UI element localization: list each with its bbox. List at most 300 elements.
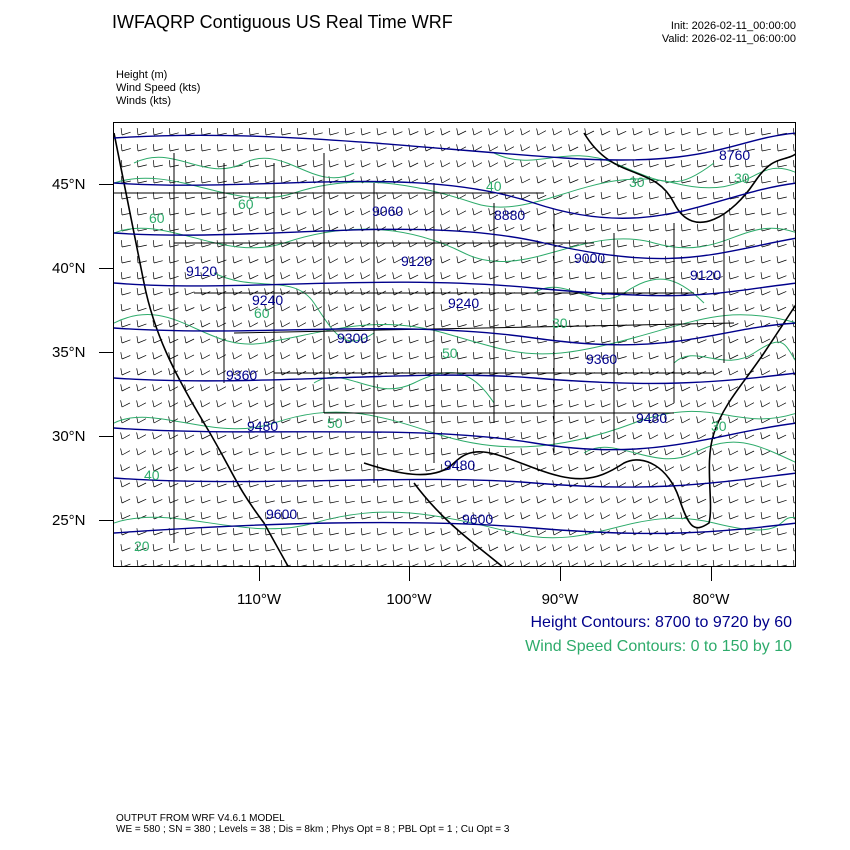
height-contour-label: 8760 — [719, 147, 751, 163]
wind-barb — [649, 320, 659, 327]
wind-barb — [777, 272, 787, 279]
wind-barb — [249, 464, 258, 471]
height-contour-label: 9120 — [690, 267, 722, 283]
wind-barb — [681, 544, 691, 551]
wind-barb — [393, 464, 402, 471]
wind-barb — [521, 400, 530, 407]
wind-barb — [393, 480, 402, 487]
wind-barb — [185, 416, 194, 423]
wind-barb — [233, 512, 242, 519]
wind-barb — [761, 288, 770, 295]
wind-barb — [729, 464, 738, 471]
wind-barb — [697, 432, 706, 439]
wind-barb — [249, 448, 258, 455]
wind-barb — [521, 160, 530, 167]
wind-barb — [505, 432, 515, 439]
wind-barb — [569, 544, 578, 551]
wind-barb — [121, 544, 130, 551]
wind-barb — [697, 160, 706, 167]
wind-barb — [681, 400, 690, 407]
wind-barb — [729, 544, 739, 551]
wind-barb — [761, 224, 771, 231]
wind-barb — [505, 512, 515, 519]
wind-barb — [345, 352, 355, 359]
wind-barb — [713, 496, 722, 503]
wind-barb — [329, 160, 339, 167]
wind-barb — [681, 128, 690, 135]
field-label-wind-speed: Wind Speed (kts) — [116, 82, 201, 94]
wind-barb — [281, 320, 290, 327]
wind-barb — [617, 544, 626, 551]
wind-barb — [745, 544, 755, 551]
wind-barb — [537, 208, 546, 215]
wind-barb — [185, 544, 195, 551]
wind-barb — [697, 384, 706, 391]
wind-barb — [329, 560, 339, 567]
wind-barb — [697, 128, 707, 135]
wind-barb — [553, 128, 562, 135]
wind-barb — [729, 224, 739, 231]
wind-barb — [761, 256, 771, 263]
wind-barb — [137, 240, 146, 247]
wind-barb — [585, 496, 594, 503]
wind-barb — [297, 384, 307, 391]
wind-barb — [217, 304, 226, 311]
wind-barb — [745, 384, 754, 391]
wind-barb — [281, 208, 290, 215]
wind-barb — [121, 448, 130, 455]
wind-barb — [153, 128, 163, 135]
wind-barb — [665, 224, 674, 231]
height-contour-label: 8880 — [494, 207, 526, 223]
wind-barb — [521, 432, 531, 439]
wind-barb — [457, 448, 466, 455]
wind-barb — [473, 496, 483, 503]
wind-barb — [713, 464, 722, 471]
wind-barb — [633, 320, 642, 327]
wind-barb — [585, 368, 595, 375]
wind-barb — [713, 352, 723, 359]
wind-barb — [761, 512, 771, 519]
wind-barb — [441, 160, 450, 167]
wind-barb — [265, 400, 274, 407]
wind-barb — [233, 176, 243, 183]
wind-barb — [793, 176, 796, 183]
wind-barb — [793, 400, 796, 407]
wind-barb — [329, 272, 338, 279]
wind-barb — [121, 240, 130, 247]
wind-barb — [185, 352, 194, 359]
wind-barb — [777, 208, 786, 215]
wind-barb — [425, 448, 434, 455]
wind-barb — [329, 400, 339, 407]
wind-barb — [281, 464, 291, 471]
wind-barb — [617, 144, 626, 151]
wind-barb — [713, 208, 722, 215]
lon-label-80w: 80°W — [692, 591, 730, 608]
wind-barb — [281, 128, 290, 135]
wind-barb — [345, 272, 354, 279]
wind-barb — [649, 496, 658, 503]
wind-barb — [393, 336, 402, 343]
wind-barb — [441, 400, 450, 407]
wind-barb — [249, 560, 258, 567]
height-contour-label: 9120 — [186, 263, 218, 279]
wind-barb — [505, 160, 514, 167]
wind-barb — [569, 224, 579, 231]
wind-barb — [393, 512, 403, 519]
wind-barb — [521, 240, 531, 247]
wind-barb — [409, 560, 419, 567]
wind-barb — [185, 512, 195, 519]
wind-barb — [777, 288, 787, 295]
wind-barb — [425, 480, 434, 487]
wind-barb — [217, 288, 226, 295]
wind-barb — [233, 448, 243, 455]
wind-barb — [457, 224, 466, 231]
wind-barb — [313, 448, 323, 455]
wind-barb — [473, 176, 482, 183]
wind-barb — [665, 496, 674, 503]
wind-barb — [409, 496, 418, 503]
wind-barb — [681, 224, 690, 231]
wind-barb — [537, 512, 546, 519]
wind-barb — [761, 400, 770, 407]
wind-barb — [569, 416, 579, 423]
wind-barb — [521, 368, 530, 375]
wind-barb — [377, 304, 386, 311]
wind-barb — [665, 384, 674, 391]
wind-barb — [745, 256, 755, 263]
wind-barb — [329, 208, 339, 215]
wind-barb — [153, 496, 163, 503]
wind-barb — [649, 224, 658, 231]
height-contour-label: 9600 — [266, 506, 298, 522]
wind-barb — [313, 352, 322, 359]
lon-tick — [259, 567, 260, 581]
wind-barb — [633, 192, 643, 199]
wind-barb — [441, 144, 450, 151]
wind-barb — [617, 416, 626, 423]
wind-barb — [793, 240, 796, 247]
wind-barb — [345, 128, 355, 135]
wind-barb — [585, 272, 594, 279]
wind-barb — [393, 352, 402, 359]
wind-barb — [265, 384, 274, 391]
wind-barb — [361, 560, 371, 567]
wind-barb — [681, 384, 690, 391]
wind-barb — [185, 304, 195, 311]
wind-barb — [345, 288, 354, 295]
wind-barb — [201, 176, 210, 183]
wind-barb — [153, 544, 163, 551]
wind-barb — [233, 256, 243, 263]
wind-barb — [633, 384, 643, 391]
wind-barb — [553, 288, 563, 295]
wind-barb — [137, 128, 146, 135]
wind-barb — [249, 336, 258, 343]
wind-barb — [521, 144, 530, 151]
wind-barb — [569, 192, 579, 199]
wind-barb — [713, 192, 722, 199]
wind-barb — [137, 224, 146, 231]
wind-barb — [697, 544, 707, 551]
wind-barb — [169, 384, 178, 391]
wind-barb — [697, 144, 707, 151]
wind-barb — [281, 528, 290, 535]
wind-barb — [457, 384, 466, 391]
wind-barb — [233, 496, 242, 503]
wind-barb — [457, 240, 466, 247]
wind-barb — [505, 144, 514, 151]
wind-barb — [745, 416, 754, 423]
wind-barb — [537, 432, 546, 439]
wind-barb — [473, 416, 482, 423]
wind-barb — [777, 544, 787, 551]
wind-barb — [761, 272, 771, 279]
wind-barb — [521, 128, 530, 135]
wind-barb — [377, 288, 386, 295]
map-title: IWFAQRP Contiguous US Real Time WRF — [112, 12, 453, 32]
wind-barb — [137, 496, 147, 503]
wind-barb — [425, 304, 435, 311]
wind-barb — [761, 368, 770, 375]
wind-barb — [681, 464, 690, 471]
wind-barb — [377, 512, 386, 519]
wind-barb — [313, 496, 322, 503]
lat-label-35n: 35°N — [52, 344, 86, 361]
legend-wind-contours: Wind Speed Contours: 0 to 150 by 10 — [525, 638, 792, 655]
wind-barb — [729, 368, 738, 375]
wind-barb — [457, 400, 466, 407]
wind-barb — [121, 400, 130, 407]
wind-barb — [633, 480, 642, 487]
lon-label-100w: 100°W — [386, 591, 432, 608]
wind-barb — [377, 480, 386, 487]
wind-barb — [425, 128, 434, 135]
wind-barb — [249, 272, 259, 279]
wind-barb — [553, 496, 562, 503]
wind-barb — [425, 384, 435, 391]
wind-barb — [505, 352, 514, 359]
wind-barb — [425, 400, 434, 407]
wind-barb — [745, 560, 754, 567]
wind-barb — [729, 272, 739, 279]
wind-barb — [281, 496, 291, 503]
wind-barb — [377, 400, 386, 407]
wind-barb — [489, 128, 498, 135]
wind-barb — [745, 320, 754, 327]
wind-barb — [793, 288, 796, 295]
wind-barb — [441, 128, 450, 135]
wind-barb — [457, 160, 466, 167]
wind-barb — [217, 208, 227, 215]
wind-barb — [505, 368, 514, 375]
wind-barb — [329, 240, 338, 247]
wind-barb — [345, 416, 355, 423]
wind-barb — [345, 256, 354, 263]
wind-barb — [297, 448, 307, 455]
wind-barb — [329, 128, 339, 135]
wind-barb — [377, 496, 387, 503]
wind-barb — [633, 400, 643, 407]
wind-barb — [121, 336, 130, 343]
wind-barb — [313, 256, 322, 263]
wind-barb — [297, 432, 307, 439]
wind-barb — [505, 544, 514, 551]
wind-barb — [713, 512, 722, 519]
wind-barb — [393, 304, 402, 311]
wind-barb — [121, 144, 131, 151]
wind-barb — [217, 144, 226, 151]
wind-barb — [569, 512, 578, 519]
wind-barb — [585, 224, 595, 231]
wind-barb — [569, 176, 579, 183]
wind-barb — [777, 144, 786, 151]
wind-barb — [537, 128, 546, 135]
wind-barb — [761, 128, 770, 135]
wind-barb — [297, 528, 306, 535]
wind-barb — [297, 512, 306, 519]
wind-barb — [745, 240, 755, 247]
wind-barb — [249, 128, 258, 135]
wind-barb — [553, 416, 563, 423]
wind-barb — [521, 320, 530, 327]
wind-barb — [729, 512, 739, 519]
wind-barb — [665, 400, 674, 407]
wind-barb — [585, 304, 594, 311]
wind-barb — [265, 560, 274, 567]
wind-barb — [505, 320, 515, 327]
wind-barb — [249, 176, 258, 183]
field-label-winds: Winds (kts) — [116, 95, 171, 107]
wind-barb — [633, 544, 642, 551]
wind-barb — [633, 208, 642, 215]
wind-barb — [601, 544, 610, 551]
wind-barb — [521, 560, 530, 567]
lat-tick — [99, 184, 113, 185]
wind-barb — [585, 544, 594, 551]
wind-barb — [249, 384, 258, 391]
wind-barb — [121, 128, 131, 135]
wind-barb — [473, 160, 482, 167]
wind-barb — [633, 464, 642, 471]
wind-barb — [185, 224, 194, 231]
wind-barb — [233, 464, 243, 471]
wind-barb — [425, 368, 434, 375]
height-contour-label: 9360 — [226, 367, 258, 383]
wind-barb — [601, 192, 611, 199]
wind-barb — [217, 128, 226, 135]
wind-contour-label: 30 — [552, 315, 568, 331]
wind-barb — [377, 352, 387, 359]
wind-barb — [457, 128, 466, 135]
wind-barb — [201, 528, 211, 535]
wind-barb — [425, 352, 435, 359]
wind-barb — [649, 400, 659, 407]
wind-barb — [361, 544, 371, 551]
wind-barb — [441, 256, 450, 263]
wind-barb — [505, 224, 515, 231]
wind-barb — [457, 560, 466, 567]
wind-barb — [457, 416, 466, 423]
wind-barb — [201, 144, 210, 151]
wind-barb — [121, 272, 130, 279]
wind-barb — [265, 496, 274, 503]
wind-barb — [761, 384, 770, 391]
wind-barb — [569, 160, 579, 167]
wind-barb — [537, 352, 546, 359]
wind-barb — [521, 544, 530, 551]
wind-barb — [505, 336, 514, 343]
wind-barb — [249, 352, 258, 359]
wind-barb — [377, 432, 386, 439]
wind-barb — [665, 160, 674, 167]
wind-barb — [185, 496, 195, 503]
wind-barb — [201, 352, 210, 359]
wind-barb — [345, 400, 355, 407]
wind-barb — [233, 128, 242, 135]
wind-barb — [537, 400, 547, 407]
wind-barb — [201, 464, 211, 471]
wind-barb — [649, 432, 658, 439]
wind-barb — [137, 560, 147, 567]
wind-barb — [457, 288, 467, 295]
wind-barb — [729, 240, 738, 247]
wind-barb — [713, 384, 722, 391]
wind-barb — [377, 240, 386, 247]
wind-barb — [137, 336, 146, 343]
wind-barb — [633, 128, 643, 135]
wind-barb — [697, 304, 707, 311]
wind-barb — [649, 448, 658, 455]
wind-barb — [281, 224, 290, 231]
wind-barb — [617, 240, 626, 247]
wind-barb — [137, 368, 146, 375]
wind-barb — [313, 272, 322, 279]
wind-barb — [553, 176, 562, 183]
wind-barb — [777, 352, 786, 359]
wind-barb — [393, 272, 402, 279]
wind-barb — [745, 128, 755, 135]
wind-barb — [665, 288, 674, 295]
wind-barb — [553, 480, 562, 487]
wind-barb — [249, 224, 259, 231]
wind-barb — [361, 400, 371, 407]
height-contour-label: 9240 — [252, 292, 284, 308]
wind-barb — [217, 320, 226, 327]
wind-barb — [313, 384, 322, 391]
wind-barb — [441, 208, 450, 215]
wind-barb — [201, 128, 210, 135]
wind-barb — [521, 176, 530, 183]
wind-barb — [393, 496, 403, 503]
wind-barb — [745, 400, 754, 407]
wind-barb — [377, 336, 387, 343]
wind-barb — [217, 416, 226, 423]
wind-barb — [713, 176, 722, 183]
wind-barb — [505, 256, 515, 263]
wind-barb — [649, 288, 659, 295]
wind-barb — [329, 304, 338, 311]
lat-label-30n: 30°N — [52, 428, 86, 445]
wind-barb — [377, 272, 386, 279]
wind-barb — [777, 464, 787, 471]
wind-barb — [553, 400, 562, 407]
wind-barb — [441, 288, 451, 295]
lat-tick — [99, 268, 113, 269]
wind-barb — [665, 560, 675, 567]
